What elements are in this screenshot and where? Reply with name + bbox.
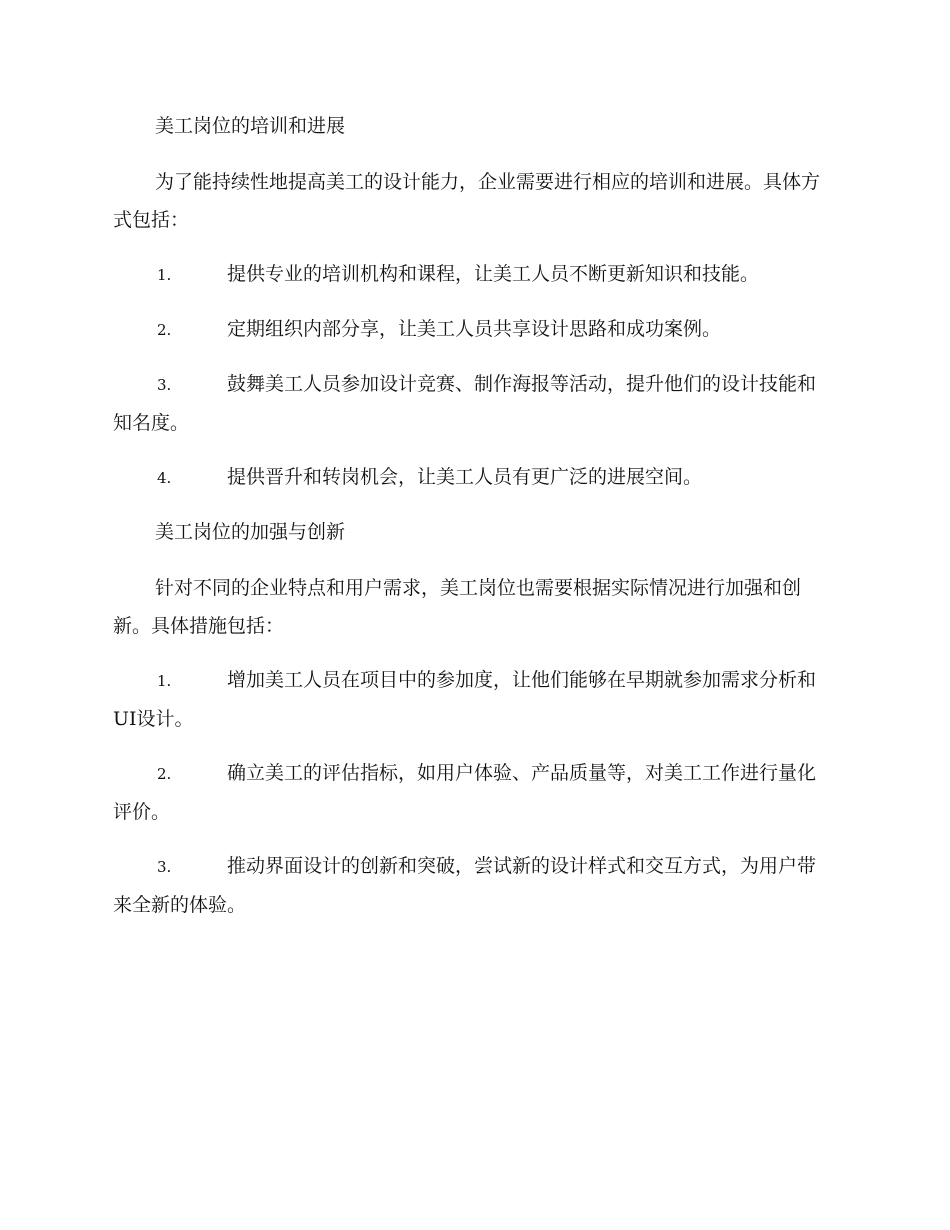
list-text: 确立美工的评估指标，如用户体验、产品质量等，对美工工作进行量化评价。 <box>113 762 817 823</box>
list-number: 2. <box>157 765 172 783</box>
list-text: 定期组织内部分享，让美工人员共享设计思路和成功案例。 <box>227 318 722 340</box>
list-number: 3. <box>157 858 172 876</box>
section-training <box>113 107 833 497</box>
list-item <box>113 458 833 497</box>
list-number: 1. <box>157 266 172 284</box>
list-item <box>113 661 833 738</box>
list-text: 提供晋升和转岗机会，让美工人员有更广泛的进展空间。 <box>227 466 703 488</box>
section-heading: 美工岗位的培训和进展 <box>155 115 346 137</box>
list-item <box>113 255 833 294</box>
list-number: 4. <box>157 469 172 487</box>
list-text: 增加美工人员在项目中的参加度，让他们能够在早期就参加需求分析和UI设计。 <box>113 669 817 730</box>
list-text: 推动界面设计的创新和突破，尝试新的设计样式和交互方式，为用户带来全新的体验。 <box>113 855 817 916</box>
list-item <box>113 310 833 349</box>
section-heading: 美工岗位的加强与创新 <box>155 521 346 543</box>
list-item <box>113 365 833 442</box>
list-item <box>113 847 833 924</box>
list-text: 鼓舞美工人员参加设计竞赛、制作海报等活动，提升他们的设计技能和知名度。 <box>113 373 817 434</box>
section-intro: 针对不同的企业特点和用户需求，美工岗位也需要根据实际情况进行加强和创新。具体措施包括： <box>113 577 802 637</box>
list-number: 3. <box>157 376 172 394</box>
list-number: 2. <box>157 321 172 339</box>
list-item <box>113 754 833 831</box>
document-body <box>113 107 833 940</box>
list-number: 1. <box>157 672 172 690</box>
section-intro: 为了能持续性地提高美工的设计能力，企业需要进行相应的培训和进展。具体方式包括： <box>113 171 821 231</box>
section-innovation <box>113 513 833 924</box>
list-text: 提供专业的培训机构和课程，让美工人员不断更新知识和技能。 <box>227 263 760 285</box>
